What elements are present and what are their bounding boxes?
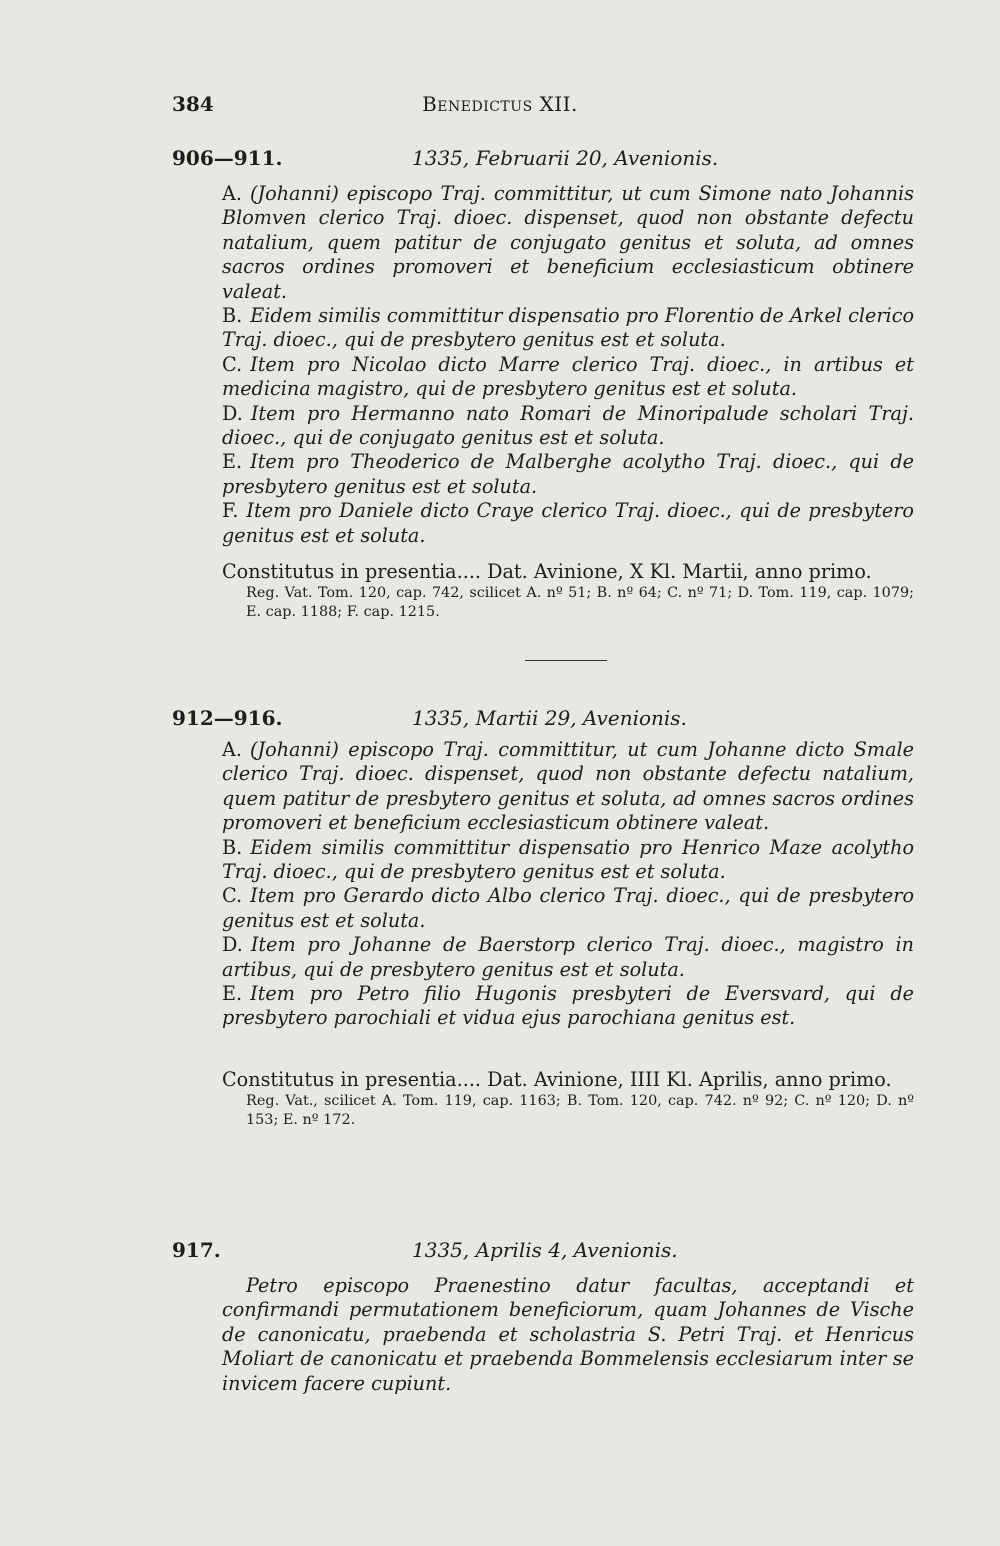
paragraph-f <box>222 499 914 548</box>
paragraph-label: A. <box>222 738 242 761</box>
paragraph-label: C. <box>222 352 243 376</box>
paragraph: Petro episcopo Praenestino datur facultas, acceptandi et confirmandi permutationem beneficiorum, quam Johannes de Vische de canonicatu, praebenda et scholastria S. Petri Traj. et Henricus Moliart de canonicatu et praebenda Bommelensis ecclesiarum inter se invicem facere cupiunt. <box>222 1274 914 1395</box>
paragraph-a <box>222 182 914 304</box>
running-title: Benedictus XII. <box>422 92 578 116</box>
paragraph-text: Item pro Nicolao dicto Marre clerico Traj. dioec., in artibus et medicina magistro, qui de presbytero genitus est et soluta. <box>222 352 914 401</box>
constitutus-line: Constitutus in presentia.... Dat. Avinione, IIII Kl. Aprilis, anno primo. <box>222 1068 892 1091</box>
section-divider <box>525 660 607 661</box>
paragraph-d <box>222 933 914 982</box>
paragraph-label: D. <box>222 933 243 957</box>
paragraph-text: Item pro Daniele dicto Craye clerico Traj. dioec., qui de presbytero genitus est et soluta. <box>222 499 914 547</box>
paragraph-label: B. <box>222 304 243 328</box>
source-reference: Reg. Vat. Tom. 120, cap. 742, scilicet A. nº 51; B. nº 64; C. nº 71; D. Tom. 119, cap. 1079; E. cap. 1188; F. cap. 1215. <box>246 585 914 620</box>
entry-number: 912—916. <box>172 706 283 730</box>
paragraph-b <box>222 304 914 353</box>
entry-closing <box>222 560 914 621</box>
entry-body <box>222 1274 914 1396</box>
paragraph-label: F. <box>222 499 239 523</box>
entry-date: 1335, Aprilis 4, Avenionis. <box>412 1238 678 1262</box>
entry-date: 1335, Martii 29, Avenionis. <box>412 706 687 730</box>
paragraph-label: C. <box>222 884 243 908</box>
constitutus-line: Constitutus in presentia.... Dat. Avinione, X Kl. Martii, anno primo. <box>222 560 872 583</box>
entry-number: 906—911. <box>172 146 283 170</box>
paragraph-text: Item pro Johanne de Baerstorp clerico Traj. dioec., magistro in artibus, qui de presbytero genitus est et soluta. <box>222 933 914 981</box>
paragraph-e <box>222 982 914 1031</box>
entry-body <box>222 182 914 548</box>
paragraph-text: Item pro Hermanno nato Romari de Minoripalude scholari Traj. dioec., qui de conjugato genitus est et soluta. <box>222 401 914 450</box>
paragraph-text: Item pro Petro filio Hugonis presbyteri de Eversvard, qui de presbytero parochiali et vidua ejus parochiana genitus est. <box>222 982 914 1030</box>
paragraph-text: Item pro Theoderico de Malberghe acolytho Traj. dioec., qui de presbytero genitus est et soluta. <box>222 450 914 498</box>
paragraph-label: D. <box>222 401 243 425</box>
paragraph-label: E. <box>222 450 243 474</box>
paragraph-label: E. <box>222 982 243 1006</box>
entry-date: 1335, Februarii 20, Avenionis. <box>412 146 719 170</box>
paragraph-d <box>222 402 914 451</box>
paragraph-text: (Johanni) episcopo Traj. committitur, ut cum Johanne dicto Smale clerico Traj. dioec. dispenset, quod non obstante defectu natalium, quem patitur de presbytero genitus et soluta, ad omnes sacros ordines promoveri et beneficium ecclesiasticum obtinere valeat. <box>222 738 914 835</box>
page-number: 384 <box>172 92 214 116</box>
paragraph-text: Item pro Gerardo dicto Albo clerico Traj. dioec., qui de presbytero genitus est et soluta. <box>222 884 914 932</box>
paragraph-label: B. <box>222 835 243 859</box>
paragraph-text: Eidem similis committitur dispensatio pro Henrico Maze acolytho Traj. dioec., qui de presbytero genitus est et soluta. <box>222 835 914 884</box>
paragraph-text: (Johanni) episcopo Traj. committitur, ut cum Simone nato Johannis Blomven clerico Traj. dioec. dispenset, quod non obstante defectu natalium, quem patitur de conjugato genitus et soluta, ad omnes sacros ordines promoveri et beneficium ecclesiasticum obtinere valeat. <box>222 182 914 303</box>
paragraph-label: A. <box>222 182 242 205</box>
entry-closing <box>222 1068 914 1129</box>
paragraph-text: Eidem similis committitur dispensatio pro Florentio de Arkel clerico Traj. dioec., qui de presbytero genitus est et soluta. <box>222 304 914 352</box>
paragraph-a <box>222 738 914 836</box>
paragraph-e <box>222 450 914 499</box>
source-reference: Reg. Vat., scilicet A. Tom. 119, cap. 1163; B. Tom. 120, cap. 742. nº 92; C. nº 120; D. nº 153; E. nº 172. <box>246 1093 914 1128</box>
entry-body <box>222 738 914 1031</box>
paragraph-b <box>222 836 914 885</box>
entry-number: 917. <box>172 1238 221 1262</box>
paragraph-c <box>222 353 914 402</box>
paragraph-c <box>222 884 914 933</box>
